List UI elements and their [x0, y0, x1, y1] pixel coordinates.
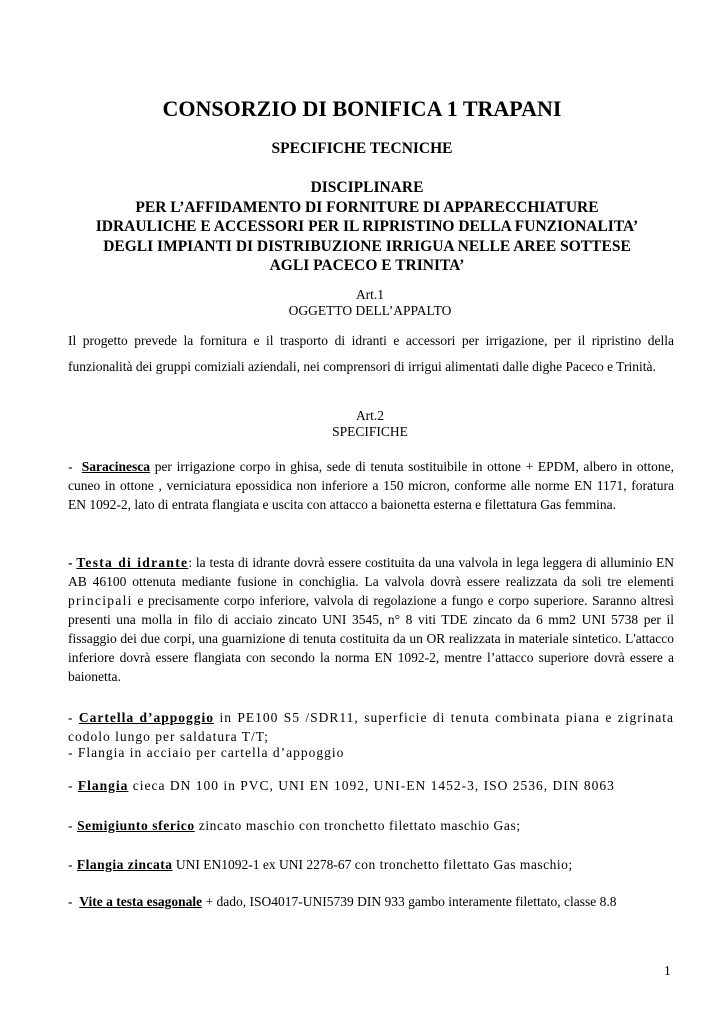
article-title: SPECIFICHE — [332, 424, 408, 439]
item-text: + dado, ISO4017-UNI5739 DIN 933 gambo interamente filettato, classe 8.8 — [202, 894, 617, 909]
item-text: cieca DN 100 in PVC, UNI EN 1092, UNI-EN 1452-3, ISO 2536, DIN 8063 — [128, 778, 615, 793]
document-title: CONSORZIO DI BONIFICA 1 TRAPANI — [162, 96, 562, 121]
item-testa-idrante — [68, 553, 674, 686]
item-text: principali — [68, 593, 133, 608]
item-vite — [68, 894, 688, 910]
item-dash: - — [68, 894, 80, 909]
item-dash: - — [68, 857, 77, 872]
item-text: con tronchetto filettato Gas maschio; — [354, 857, 573, 872]
item-term: Cartella d’appoggio — [78, 710, 215, 725]
disciplinare-line: DEGLI IMPIANTI DI DISTRIBUZIONE IRRIGUA NELLE AREE SOTTESE — [103, 237, 631, 255]
item-text: : la testa di idrante dovrà essere costituita da una valvola in lega leggera di alluminio EN AB 46100 ottenuta mediante fusione in conchiglia. La valvola dovrà essere realizzata da soli tre elementi — [68, 555, 675, 589]
item-term: Testa di idrante — [76, 555, 189, 570]
disciplinare-line: DISCIPLINARE — [310, 179, 424, 196]
article-number: Art.2 — [355, 408, 385, 423]
item-term: Saracinesca — [81, 459, 151, 474]
item-text: per irrigazione corpo in ghisa, sede di tenuta sostituibile in ottone + EPDM, albero in ottone, cuneo in ottone , verniciatura epossidica non inferiore a 150 micron, conforme alle norme EN 1171, foratura EN 1092-2, lato di entrata flangiata e uscita con attacco a baionetta esterna e filettatura Gas femmina. — [68, 459, 674, 512]
item-text: UNI EN1092-1 ex UNI 2278-67 — [172, 857, 355, 872]
article-1-text: Il progetto prevede la fornitura e il trasporto di idranti e accessori per irrigazione, per il ripristino della funzionalità dei gruppi comiziali aziendali, nei comprensori di irrigui alimentati dalle dighe Paceco e Trinità. — [68, 333, 674, 374]
item-flangia-acciaio: - Flangia in acciaio per cartella d’appoggio — [68, 745, 345, 760]
item-term: Flangia zincata — [76, 857, 173, 872]
item-dash: - — [68, 710, 79, 725]
item-flangia-zincata — [68, 857, 688, 873]
item-flangia — [68, 778, 688, 794]
disciplinare-line: IDRAULICHE E ACCESSORI PER IL RIPRISTINO DELLA FUNZIONALITA’ — [95, 218, 639, 235]
document-subtitle: SPECIFICHE TECNICHE — [271, 140, 453, 157]
article-title: OGGETTO DELL’APPALTO — [288, 303, 452, 318]
article-2-heading — [0, 408, 724, 440]
item-text: in PE100 S5 /SDR11, superficie di tenuta combinata piana e zigrinata codolo lungo per saldatura T/T; — [68, 710, 674, 744]
item-text: e precisamente corpo inferiore, valvola di regolazione a fungo e corpo superiore. Saranno altresì presenti una molla in filo di acciaio zincato UNI 3545, n° 8 viti TDE zincato da 6 mm2 UNI 5738 per il fissaggio dei due corpi, una guarnizione di tenuta costituita da un OR realizzata in materiale sintetico. L'attacco inferiore dovrà essere flangiata con secondo la norma EN 1092-2, mentre l’attacco superiore dovrà essere a baionetta. — [68, 593, 674, 684]
page-number: 1 — [664, 963, 671, 978]
article-number: Art.1 — [355, 287, 385, 302]
item-cartella — [68, 708, 674, 746]
article-1-heading — [0, 287, 724, 319]
item-dash: - — [68, 459, 82, 474]
item-dash: - — [68, 818, 78, 833]
item-dash: - — [68, 778, 78, 793]
item-text: zincato maschio con tronchetto filettato maschio Gas; — [194, 818, 521, 833]
item-term: Semigiunto sferico — [77, 818, 195, 833]
disciplinare-line: AGLI PACECO E TRINITA’ — [269, 257, 465, 274]
item-saracinesca — [68, 457, 674, 514]
disciplinare-line: PER L’AFFIDAMENTO DI FORNITURE DI APPARECCHIATURE — [135, 198, 599, 216]
item-term: Flangia — [77, 778, 129, 793]
item-term: Vite a testa esagonale — [79, 894, 203, 909]
disciplinare-heading — [60, 178, 674, 276]
item-semigiunto — [68, 818, 688, 834]
item-dash: - — [68, 555, 77, 570]
